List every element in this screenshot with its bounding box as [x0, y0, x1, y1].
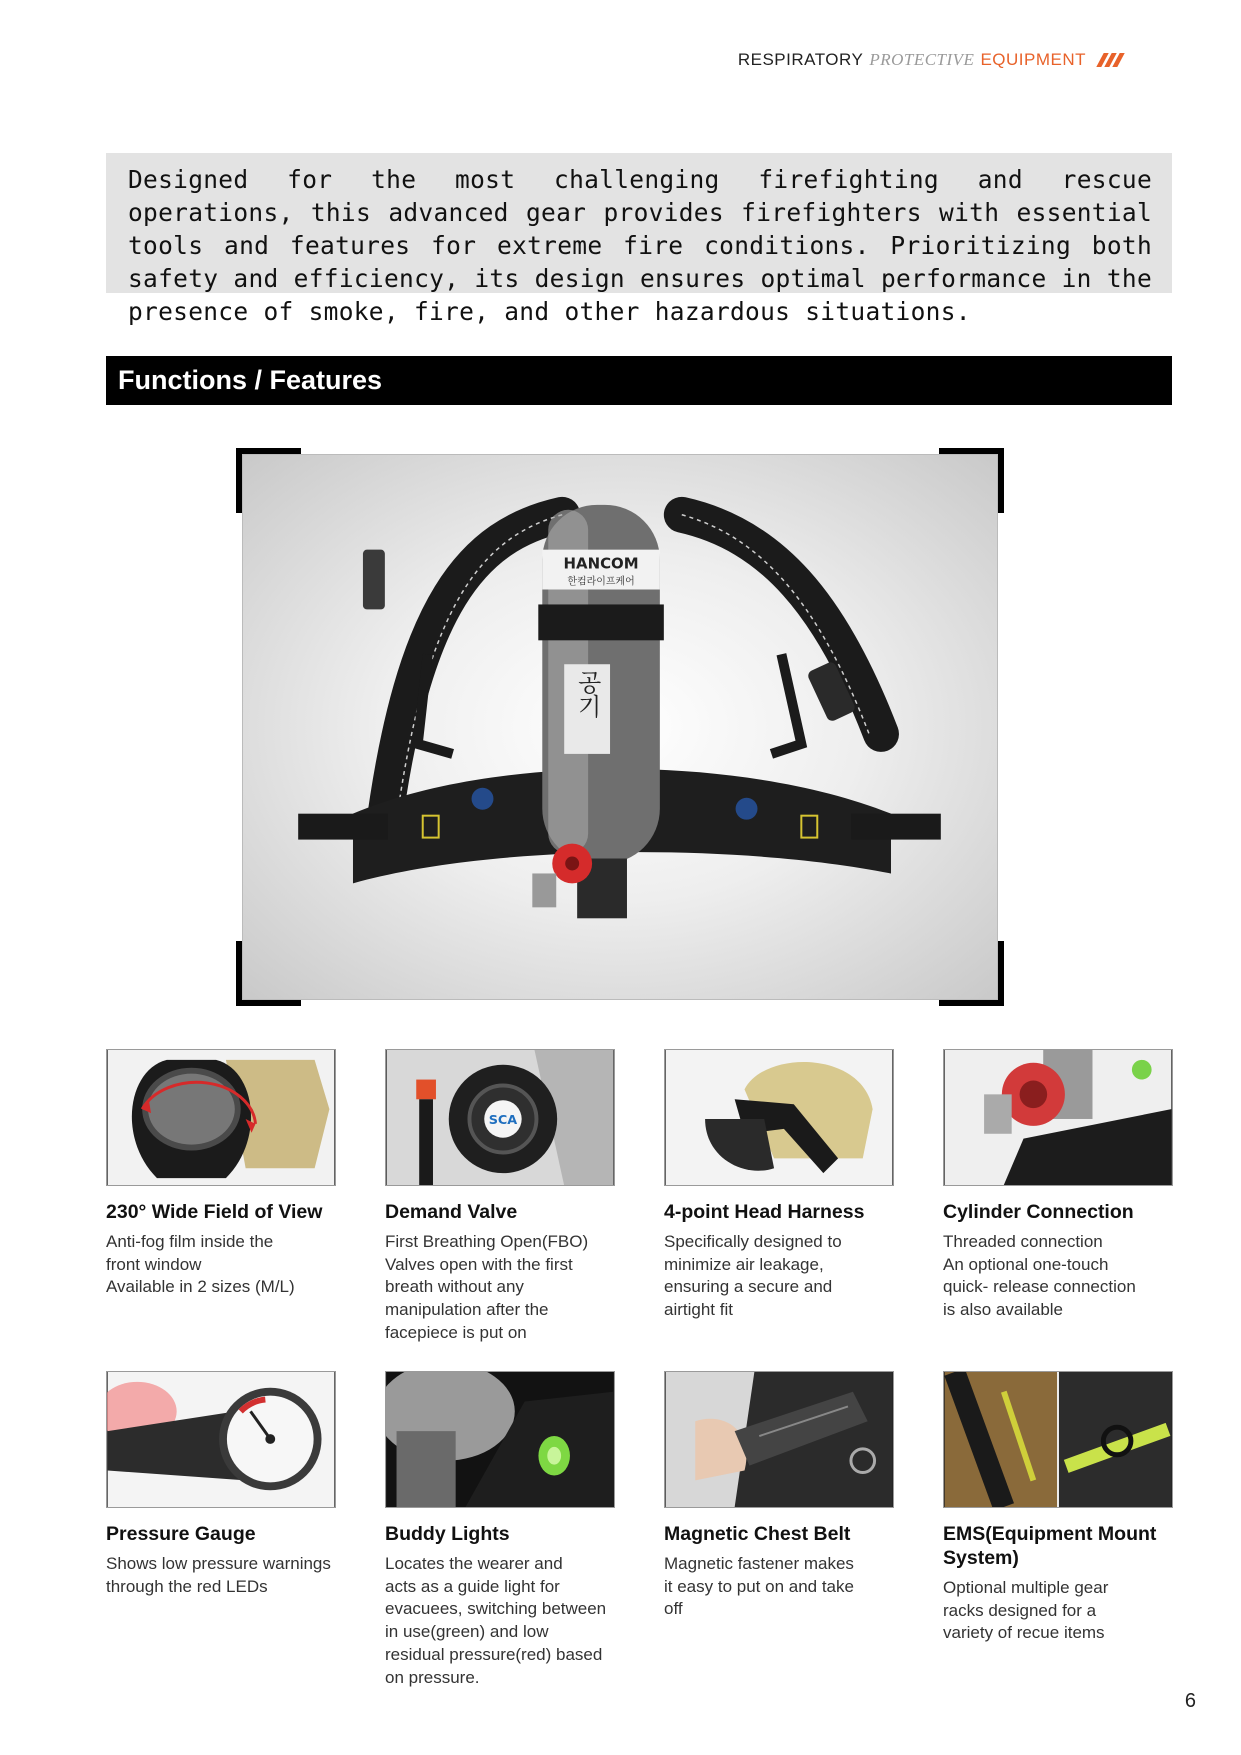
feature-description: Shows low pressure warnings through the red LEDs: [106, 1554, 331, 1596]
header-brand: [738, 50, 1121, 70]
section-title: Functions / Features: [106, 356, 1172, 405]
feature-description: First Breathing Open(FBO) Valves open with the first breath without any manipulation after the facepiece is put on: [385, 1232, 589, 1342]
feature-card: [106, 1049, 336, 1299]
cylinder-korean-label: 한컴라이프케어: [567, 576, 635, 588]
feature-title: Buddy Lights: [385, 1523, 510, 1545]
header-word-protective: PROTECTIVE: [869, 50, 975, 69]
feature-title: Magnetic Chest Belt: [664, 1523, 851, 1545]
feature-image-demand-valve: [385, 1049, 615, 1186]
header-word-respiratory: RESPIRATORY: [737, 50, 864, 69]
feature-title: Cylinder Connection: [943, 1201, 1134, 1223]
feature-image-head-harness: [664, 1049, 894, 1186]
cylinder-vertical-text: 공기: [573, 670, 602, 719]
feature-description: Magnetic fastener makes it easy to put on and take off: [664, 1554, 854, 1619]
slash-decoration-icon: [1100, 53, 1121, 67]
sca-badge: SCA: [488, 1112, 518, 1128]
cylinder-brand: HANCOM: [563, 554, 639, 573]
feature-card: [943, 1049, 1173, 1322]
feature-title: EMS(Equipment Mount System): [943, 1523, 1157, 1569]
feature-description: Specifically designed to minimize air leakage, ensuring a secure and airtight fit: [664, 1232, 842, 1320]
feature-description: Threaded connection An optional one-touch quick- release connection is also available: [943, 1232, 1136, 1320]
feature-image-buddy-lights: [385, 1371, 615, 1508]
feature-card: [385, 1049, 615, 1345]
feature-image-equipment-mount: [943, 1371, 1173, 1508]
feature-image-pressure-gauge: [106, 1371, 336, 1508]
feature-image-cylinder-connection: [943, 1049, 1173, 1186]
header-word-equipment: EQUIPMENT: [980, 50, 1086, 69]
feature-title: Pressure Gauge: [106, 1523, 256, 1545]
main-product-image-frame: [236, 448, 1004, 1006]
scba-illustration: [243, 455, 997, 999]
feature-title: 230° Wide Field of View: [106, 1201, 323, 1223]
scba-product-photo: [242, 454, 998, 1000]
intro-paragraph: Designed for the most challenging firefighting and rescue operations, this advanced gear provides firefighters with essential tools and features for extreme fire conditions. Prioritizing both safety and efficiency, its design ensures optimal performance in the presence of smoke, fire, and other hazardous situations.: [106, 153, 1172, 293]
feature-card: [943, 1371, 1173, 1645]
feature-card: [385, 1371, 615, 1689]
feature-title: 4-point Head Harness: [664, 1201, 865, 1223]
feature-title: Demand Valve: [385, 1201, 518, 1223]
feature-card: [106, 1371, 336, 1598]
feature-card: [664, 1049, 894, 1322]
feature-description: Locates the wearer and acts as a guide light for evacuees, switching between in use(green) and low residual pressure(red) based on pressure.: [385, 1554, 607, 1687]
feature-card: [664, 1371, 894, 1621]
feature-image-facemask: [106, 1049, 336, 1186]
feature-description: Optional multiple gear racks designed for a variety of recue items: [943, 1578, 1109, 1643]
feature-description: Anti-fog film inside the front window Available in 2 sizes (M/L): [106, 1232, 295, 1297]
feature-image-chest-belt: [664, 1371, 894, 1508]
page-number: 6: [1184, 1690, 1196, 1712]
